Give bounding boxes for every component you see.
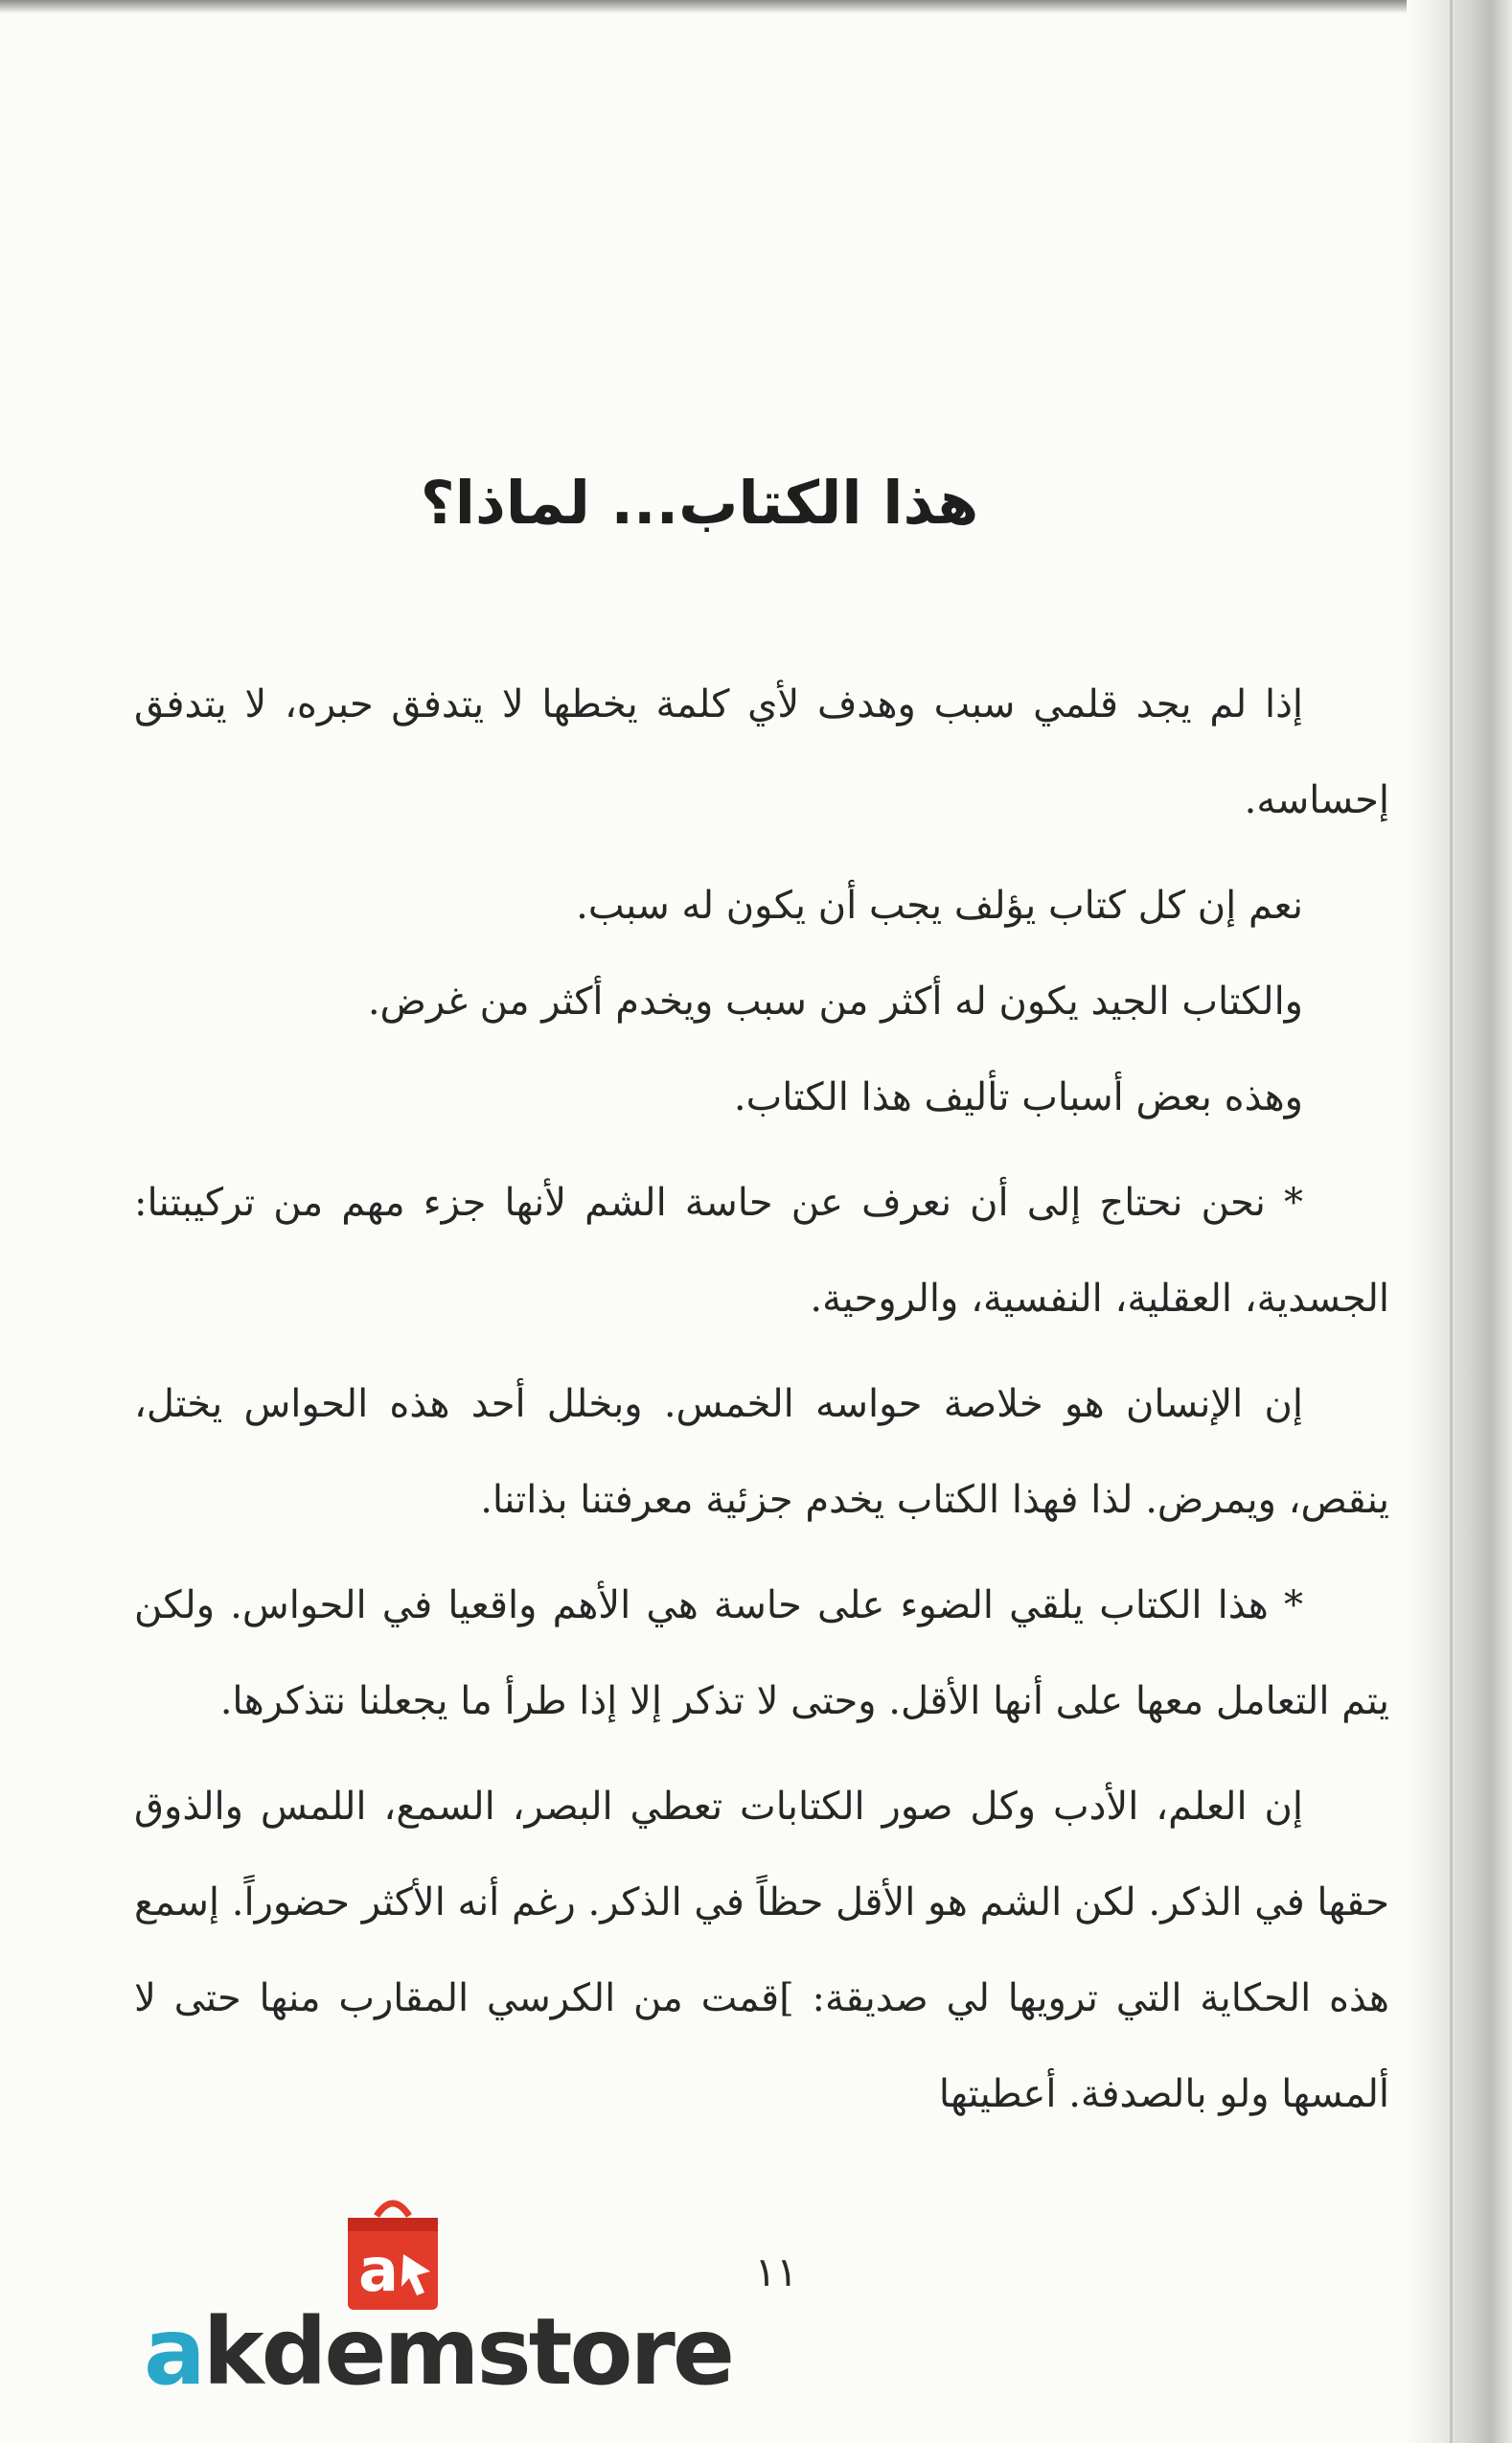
brand-wordmark	[144, 2298, 732, 2406]
page-number: ١١	[754, 2248, 798, 2295]
brand-wordmark-rest: kdemstore	[202, 2298, 732, 2406]
book-spine-shadow	[1407, 0, 1512, 2443]
akdemstore-watermark	[144, 2195, 732, 2415]
paragraph-3: والكتاب الجيد يكون له أكثر من سبب ويخدم أكثر من غرض.	[367, 980, 1303, 1024]
book-bag-logo-icon	[340, 2195, 446, 2315]
chapter-body	[134, 657, 1389, 2142]
chapter-title: هذا الكتاب... لماذا؟	[420, 468, 979, 538]
page-top-edge	[0, 0, 1512, 13]
paragraph-8: إن العلم، الأدب وكل صور الكتابات تعطي البصر، السمع، اللمس والذوق حقها في الذكر. لكن الشم هو الأقل حظاً في الذكر. رغم أنه الأكثر حضوراً. إسمع هذه الحكاية التي ترويها لي صديقة: ]قمت من الكرسي المقارب منها حتى لا ألمسها ولو بالصدفة. أعطيتها	[134, 1785, 1389, 2116]
paragraph-7: * هذا الكتاب يلقي الضوء على حاسة هي الأهم واقعيا في الحواس. ولكن يتم التعامل معها على أنها الأقل. وحتى لا تذكر إلا إذا طرأ ما يجعلنا نتذكرها.	[134, 1583, 1389, 1723]
paragraph-2: نعم إن كل كتاب يؤلف يجب أن يكون له سبب.	[576, 884, 1303, 928]
paragraph-5: * نحن نحتاج إلى أن نعرف عن حاسة الشم لأنها جزء مهم من تركيبتنا: الجسدية، العقلية، النفسية، والروحية.	[134, 1181, 1389, 1321]
brand-wordmark-a: a	[144, 2298, 203, 2406]
svg-text:a: a	[358, 2235, 399, 2305]
paragraph-6: إن الإنسان هو خلاصة حواسه الخمس. وبخلل أحد هذه الحواس يختل، ينقص، ويمرض. لذا فهذا الكتاب يخدم جزئية معرفتنا بذاتنا.	[134, 1382, 1389, 1522]
paragraph-4: وهذه بعض أسباب تأليف هذا الكتاب.	[733, 1075, 1303, 1119]
paragraph-1: إذا لم يجد قلمي سبب وهدف لأي كلمة يخطها لا يتدفق حبره، لا يتدفق إحساسه.	[134, 682, 1389, 822]
spine-fold-line	[1450, 0, 1453, 2443]
